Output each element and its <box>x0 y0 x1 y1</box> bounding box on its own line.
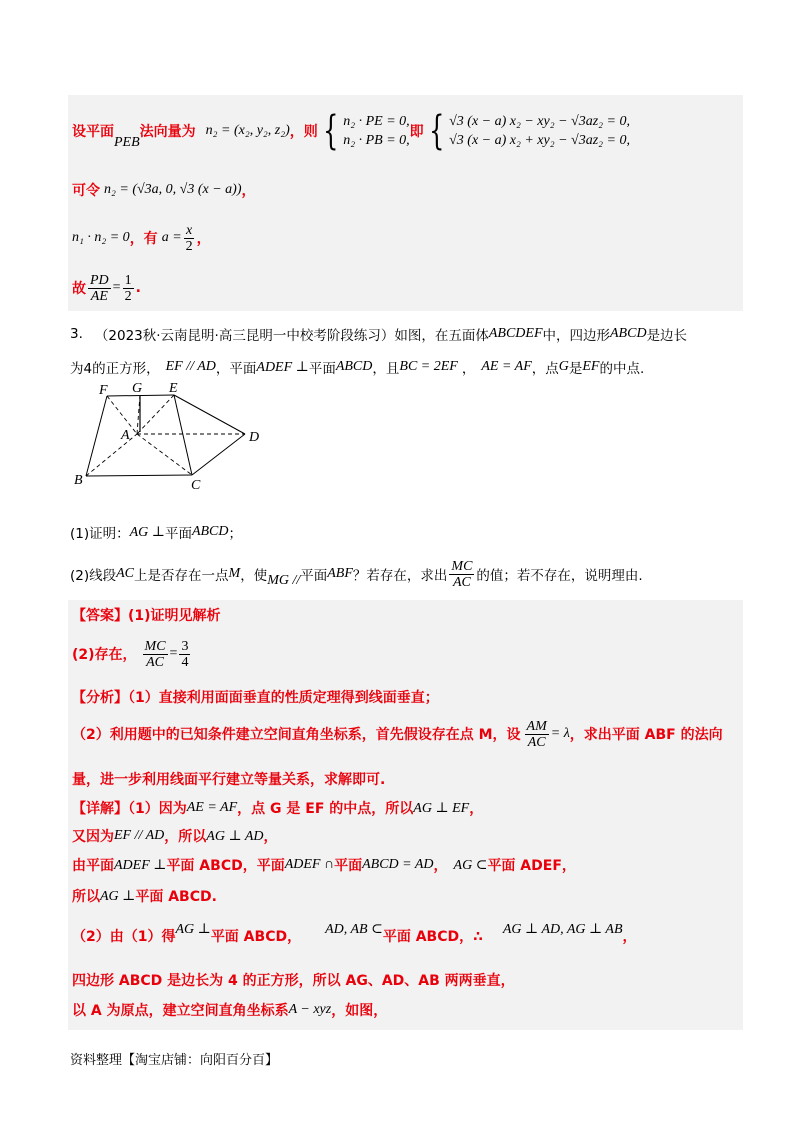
fraction-am-ac: $\frac{AM}{AC}$ <box>526 718 547 750</box>
vertex-label-g: G <box>132 381 143 396</box>
normal-system-2: { √3 (x − a) x₂ − xy₂ − √3az₂ = 0, √3 (x − a) x₂ + xy₂ − √3az₂ = 0, <box>428 108 630 154</box>
edge-fb <box>86 396 107 476</box>
prev-line-1: 设平面 PEB 法向量为 n₂ = (x₂, y₂, z₂) ，则 { n₂ · PE = 0, n₂ · PB = 0, 即 { √3 (x − a) x₂ − xy₂ − √3az₂ = 0, √3 (x − a) x₂ + xy₂ − √3az₂ = 0, <box>72 108 630 154</box>
answer-line-2: (2)存在， $\frac{MC}{AC}$ = $\frac{3}{4}$ <box>72 638 189 670</box>
problem-line-2: 为4的正方形， EF // AD ，平面 ADEF ⊥ 平面 ABCD ，且 BC = 2EF ， AE = AF ，点 G 是 EF 的中点. <box>70 359 645 377</box>
fraction-pd-ae: $\frac{PD}{AE}$ <box>90 272 109 304</box>
fraction-three-quarters: $\frac{3}{4}$ <box>181 638 189 670</box>
prev-line-2: 可令 n₂ = (√3a, 0, √3 (x − a)) ， <box>72 182 256 199</box>
vertex-label-c: C <box>191 478 201 493</box>
fraction-mc-ac: $\frac{MC}{AC}$ <box>451 558 473 590</box>
analysis-line-1: 【分析】（1）直接利用面面垂直的性质定理得到线面垂直； <box>72 690 439 706</box>
edge-cd <box>192 434 245 475</box>
answer-line-1: 【答案】(1)证明见解析 <box>72 608 221 624</box>
detail-line-4: 所以 AG ⊥ 平面 ABCD. <box>72 888 217 905</box>
detail-line-6: 四边形 ABCD 是边长为 4 的正方形，所以 AG、AD、AB 两两垂直， <box>72 973 515 989</box>
prev-line-3: n₁ · n₂ = 0 ，有 a = $\frac{x}{2}$ ， <box>72 222 211 254</box>
prev-line-4: 故 $\frac{PD}{AE}$ = $\frac{1}{2}$ . <box>72 272 141 304</box>
vertex-label-b: B <box>74 473 83 488</box>
vertex-label-d: D <box>249 430 260 445</box>
edge-ed <box>174 395 245 434</box>
detail-line-1: 【详解】（1）因为 AE = AF ，点 G 是 EF 的中点，所以 AG ⊥ EF ， <box>72 800 484 817</box>
fraction-x-over-2: $\frac{x}{2}$ <box>185 222 193 254</box>
vertex-label-f: F <box>99 383 108 398</box>
fraction-answer-mc-ac: $\frac{MC}{AC}$ <box>144 638 166 670</box>
vertex-label-a: A <box>121 428 130 443</box>
edge-bc <box>86 475 192 476</box>
detail-line-2: 又因为 EF // AD ，所以 AG ⊥ AD ， <box>72 828 278 845</box>
vertex-label-e: E <box>169 381 178 396</box>
question-1: (1)证明： AG ⊥ 平面 ABCD ； <box>70 524 243 542</box>
edge-ec <box>174 395 192 475</box>
footer-note: 资料整理【淘宝店铺：向阳百分百】 <box>70 1053 279 1068</box>
fraction-one-half: $\frac{1}{2}$ <box>124 272 132 304</box>
pentahedron-figure <box>68 375 268 495</box>
analysis-line-3: 量，进一步利用线面平行建立等量关系，求解即可. <box>72 772 386 788</box>
detail-line-3: 由平面 ADEF ⊥ 平面 ABCD，平面 ADEF ∩ 平面 ABCD = AD ， AG ⊂ 平面 ADEF， <box>72 857 576 874</box>
hidden-edge-ea <box>137 395 174 434</box>
detail-line-5: （2）由（1）得 AG ⊥ 平面 ABCD， AD, AB ⊂ 平面 ABCD，∴ AG ⊥ AD, AG ⊥ AB ， <box>72 921 637 945</box>
detail-line-7: 以 A 为原点，建立空间直角坐标系 A − xyz ，如图， <box>72 1002 388 1019</box>
question-2: (2)线段 AC 上是否存在一点 M ，使 MG // 平面 ABF ？若存在，求出 $\frac{MC}{AC}$ 的值；若不存在，说明理由. <box>70 558 643 590</box>
analysis-line-2: （2）利用题中的已知条件建立空间直角坐标系，首先假设存在点 M，设 $\frac{AM}{AC}$ = λ ，求出平面 ABF 的法向 <box>72 718 723 750</box>
problem-line-1: 3. （2023秋·云南昆明·高三昆明一中校考阶段练习）如图，在五面体 ABCDEF 中，四边形 ABCD 是边长 <box>70 326 688 344</box>
normal-system-1: { n₂ · PE = 0, n₂ · PB = 0, <box>322 108 410 154</box>
